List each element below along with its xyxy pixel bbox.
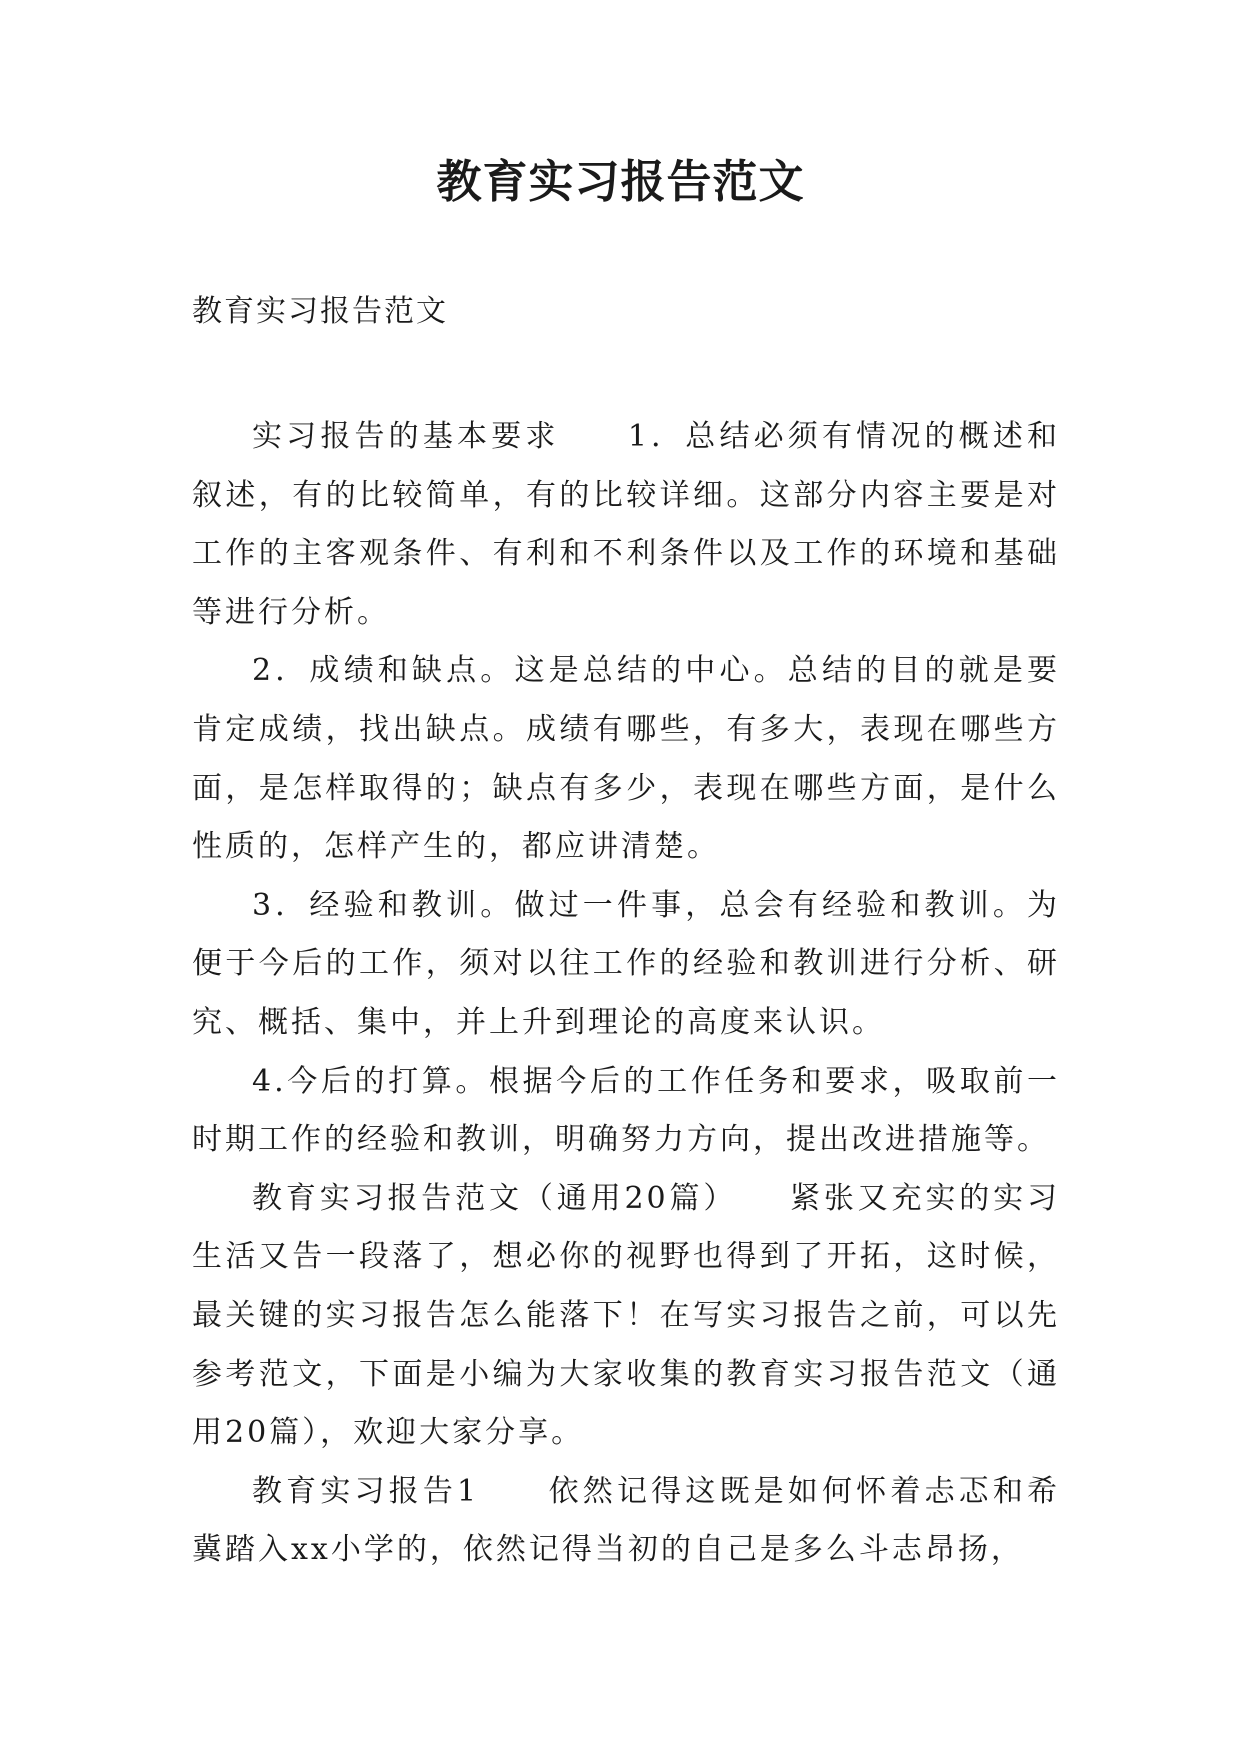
paragraph-requirements-2: 2．成绩和缺点。这是总结的中心。总结的目的就是要肯定成绩，找出缺点。成绩有哪些，有多大，表现在哪些方面，是怎样取得的；缺点有多少，表现在哪些方面，是什么性质的，怎样产生的，都应讲清楚。 (192, 653, 1060, 865)
document-title: 教育实习报告范文 (436, 155, 805, 208)
document-body (192, 408, 1060, 1580)
paragraph-requirements-4: 4.今后的打算。根据今后的工作任务和要求，吸取前一时期工作的经验和教训，明确努力方向，提出改进措施等。 (192, 1063, 1060, 1158)
document-subtitle: 教育实习报告范文 (192, 294, 448, 329)
paragraph-report-1: 教育实习报告1 依然记得这既是如何怀着忐忑和希冀踏入xx小学的，依然记得当初的自己是多么斗志昂扬， (192, 1473, 1060, 1568)
paragraph-requirements-3: 3．经验和教训。做过一件事，总会有经验和教训。为便于今后的工作，须对以往工作的经验和教训进行分析、研究、概括、集中，并上升到理论的高度来认识。 (192, 887, 1060, 1040)
paragraph-requirements-1: 实习报告的基本要求 1．总结必须有情况的概述和叙述，有的比较简单，有的比较详细。这部分内容主要是对工作的主客观条件、有利和不利条件以及工作的环境和基础等进行分析。 (192, 419, 1060, 630)
paragraph-intro: 教育实习报告范文（通用20篇） 紧张又充实的实习生活又告一段落了，想必你的视野也得到了开拓，这时候，最关键的实习报告怎么能落下！在写实习报告之前，可以先参考范文，下面是小编为大家收集的教育实习报告范文（通用20篇），欢迎大家分享。 (192, 1180, 1060, 1451)
